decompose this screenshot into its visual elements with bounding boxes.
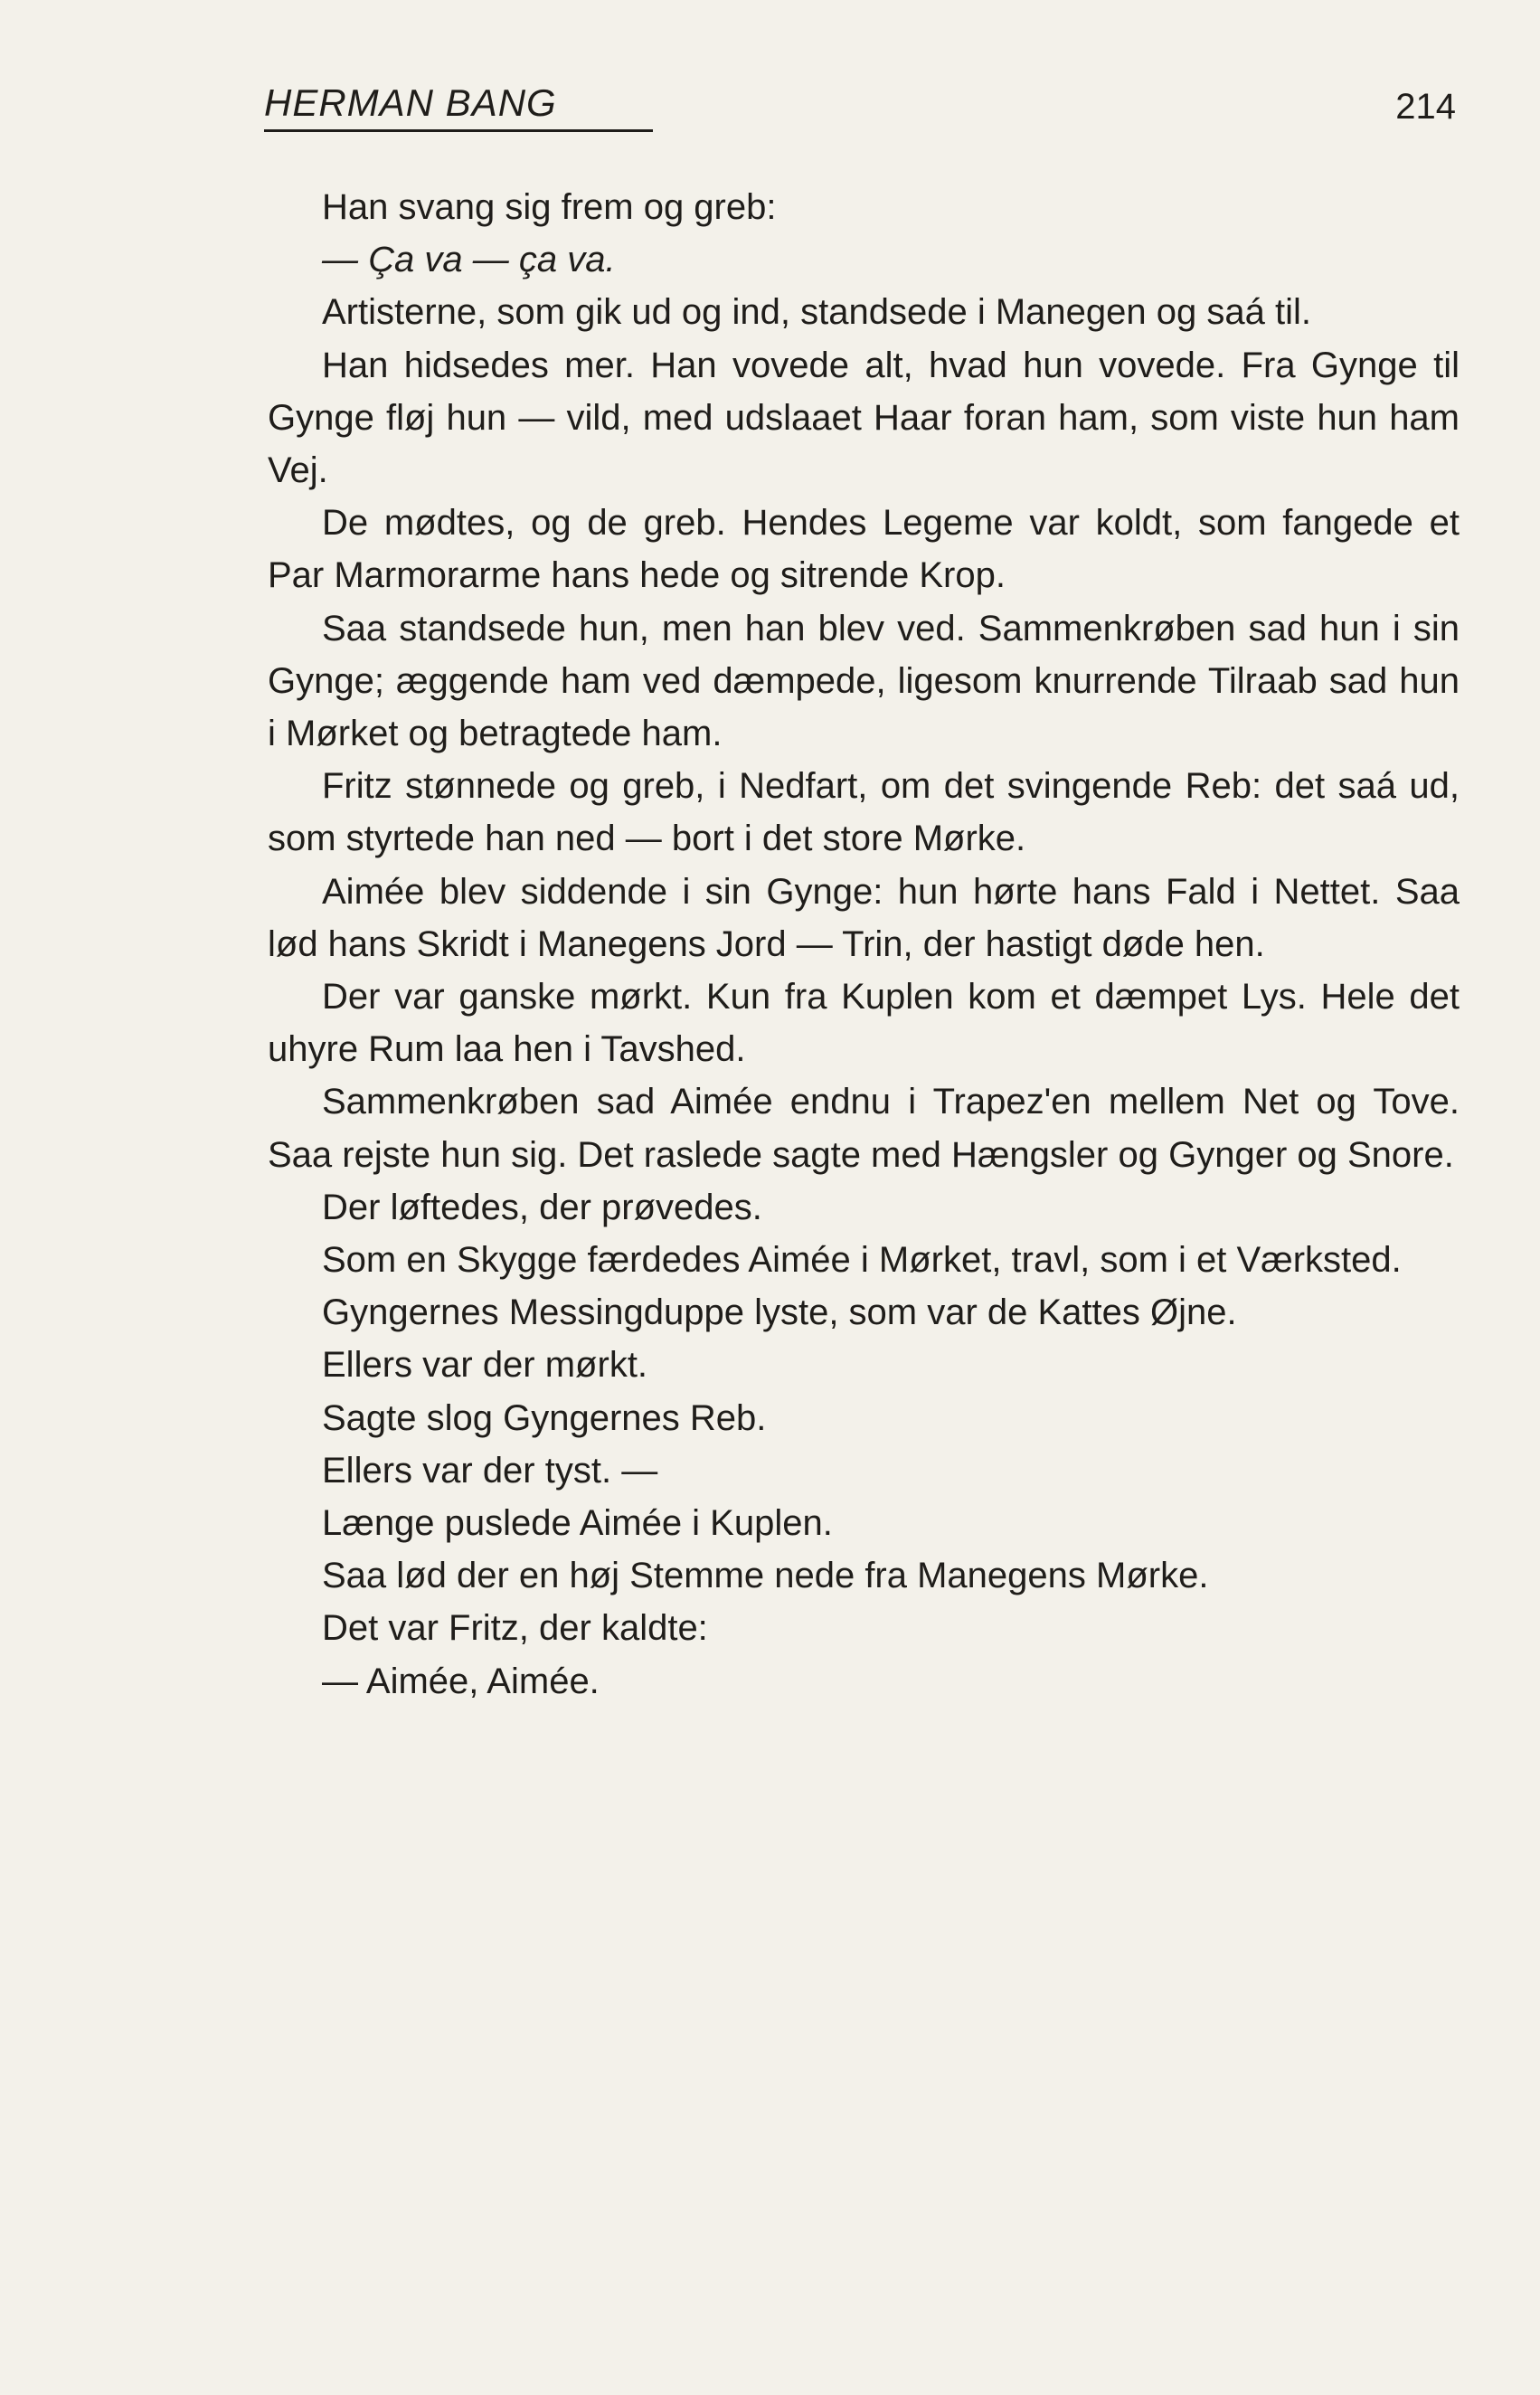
- paragraph: De mødtes, og de greb. Hendes Legeme var koldt, som fangede et Par Marmorarme hans hede og sitrende Krop.: [268, 503, 1460, 596]
- paragraph: Ellers var der mørkt.: [322, 1345, 648, 1386]
- paragraph: Saa lød der en høj Stemme nede fra Manegens Mørke.: [322, 1556, 1209, 1596]
- paragraph: — Aimée, Aimée.: [322, 1661, 600, 1701]
- paragraph: Der løftedes, der prøvedes.: [322, 1187, 762, 1227]
- paragraph: Længe puslede Aimée i Kuplen.: [322, 1503, 833, 1544]
- author-name: HERMAN BANG: [264, 81, 557, 124]
- paragraph: Ellers var der tyst. —: [322, 1450, 658, 1491]
- paragraph: Sagte slog Gyngernes Reb.: [322, 1397, 767, 1438]
- header-underline: [264, 129, 653, 132]
- paragraph: Som en Skygge færdedes Aimée i Mørket, travl, som i et Værksted.: [322, 1240, 1402, 1281]
- paragraph: Aimée blev siddende i sin Gynge: hun hørte hans Fald i Nettet. Saa lød hans Skridt i Manegens Jord — Trin, der hastigt døde hen.: [268, 871, 1460, 964]
- paragraph: — Ça va — ça va.: [322, 240, 616, 280]
- paragraph: Gyngernes Messingduppe lyste, som var de Kattes Øjne.: [322, 1292, 1237, 1333]
- paragraph: Artisterne, som gik ud og ind, standsede i Manegen og saá til.: [322, 292, 1311, 333]
- paragraph: Der var ganske mørkt. Kun fra Kuplen kom et dæmpet Lys. Hele det uhyre Rum laa hen i Tavshed.: [268, 977, 1460, 1070]
- paragraph: Han svang sig frem og greb:: [322, 187, 777, 227]
- page-number: 214: [1395, 87, 1456, 127]
- paragraph: Han hidsedes mer. Han vovede alt, hvad hun vovede. Fra Gynge til Gynge fløj hun — vild, med udslaaet Haar foran ham, som viste hun ham Vej.: [268, 345, 1460, 491]
- paragraph: Saa standsede hun, men han blev ved. Sammenkrøben sad hun i sin Gynge; æggende ham ved dæmpede, ligesom knurrende Tilraab sad hun i Mørket og betragtede ham.: [268, 608, 1460, 754]
- running-header: [264, 78, 1456, 132]
- paragraph: Sammenkrøben sad Aimée endnu i Trapez'en mellem Net og Tove. Saa rejste hun sig. Det raslede sagte med Hængsler og Gynger og Snore.: [268, 1082, 1460, 1175]
- paragraph: Det var Fritz, der kaldte:: [322, 1608, 708, 1649]
- body-text: [268, 181, 1460, 1708]
- paragraph: Fritz stønnede og greb, i Nedfart, om det svingende Reb: det saá ud, som styrtede han ned — bort i det store Mørke.: [268, 766, 1460, 859]
